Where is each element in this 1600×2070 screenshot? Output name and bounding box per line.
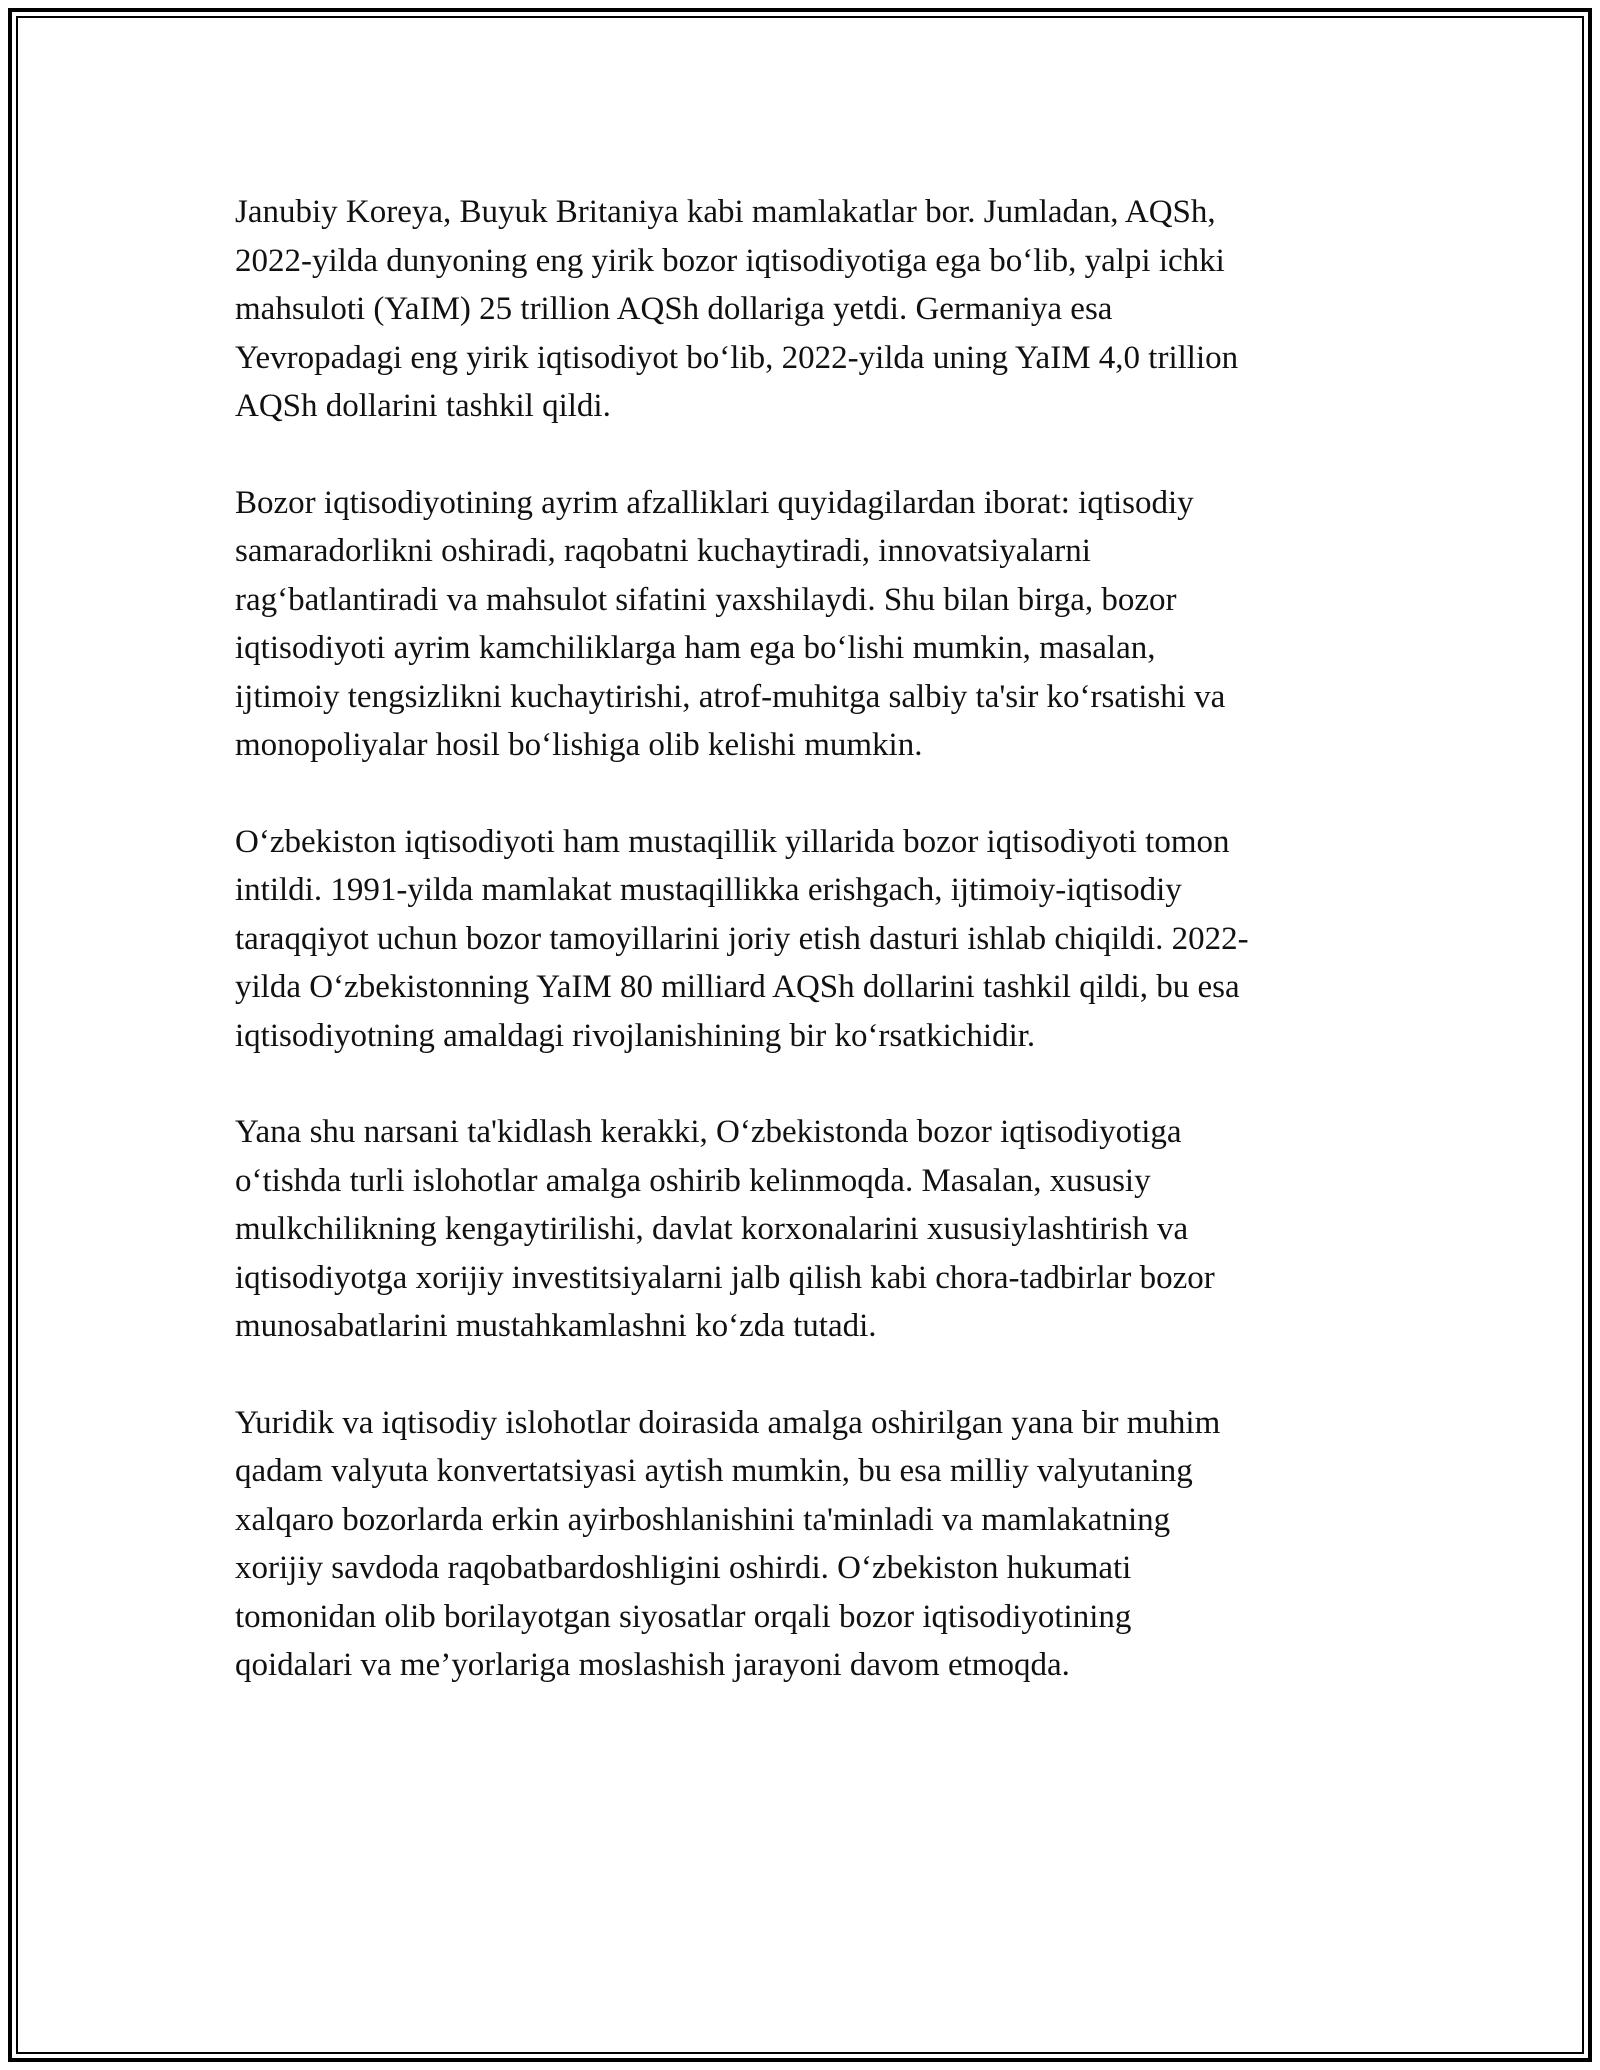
paragraph-4: Yana shu narsani ta'kidlash kerakki, O‘zbekistonda bozor iqtisodiyotiga o‘tishda turli islohotlar amalga oshirib kelinmoqda. Masalan, xususiy mulkchilikning kengaytirilishi, davlat korxonalarini xususiylashtirish va iqtisodiyotga xorijiy investitsiyalarni jalb qilish kabi chora-tadbirlar bozor munosabatlarini mustahkamlashni ko‘zda tutadi. (235, 1114, 1215, 1344)
paragraph-2: Bozor iqtisodiyotining ayrim afzalliklari quyidagilardan iborat: iqtisodiy samaradorlikni oshiradi, raqobatni kuchaytiradi, innovatsiyalarni rag‘batlantiradi va mahsulot sifatini yaxshilaydi. Shu bilan birga, bozor iqtisodiyoti ayrim kamchiliklarga ham ega bo‘lishi mumkin, masalan, ijtimoiy tengsizlikni kuchaytirishi, atrof-muhitga salbiy ta'sir ko‘rsatishi va monopoliyalar hosil bo‘lishiga olib kelishi mumkin. (235, 484, 1226, 763)
paragraph-3: O‘zbekiston iqtisodiyoti ham mustaqillik yillarida bozor iqtisodiyoti tomon intildi. 1991-yilda mamlakat mustaqillikka erishgach, ijtimoiy-iqtisodiy taraqqiyot uchun bozor tamoyillarini joriy etish dasturi ishlab chiqildi. 2022- yilda O‘zbekistonning YaIM 80 milliard AQSh dollarini tashkil qildi, bu esa iqtisodiyotning amaldagi rivojlanishining bir ko‘rsatkichidir. (235, 823, 1249, 1054)
paragraph-5: Yuridik va iqtisodiy islohotlar doirasida amalga oshirilgan yana bir muhim qadam valyuta konvertatsiyasi aytish mumkin, bu esa milliy valyutaning xalqaro bozorlarda erkin ayirboshlanishini ta'minladi va mamlakatning xorijiy savdoda raqobatbardoshligini oshirdi. O‘zbekiston hukumati tomonidan olib borilayotgan siyosatlar orqali bozor iqtisodiyotining qoidalari va me’yorlariga moslashish jarayoni davom etmoqda. (235, 1404, 1221, 1683)
document-body (235, 188, 1365, 1738)
paragraph-1: Janubiy Koreya, Buyuk Britaniya kabi mamlakatlar bor. Jumladan, AQSh, 2022-yilda dunyoning eng yirik bozor iqtisodiyotiga ega bo‘lib, yalpi ichki mahsuloti (YaIM) 25 trillion AQSh dollariga yetdi. Germaniya esa Yevropadagi eng yirik iqtisodiyot bo‘lib, 2022-yilda uning YaIM 4,0 trillion AQSh dollarini tashkil qildi. (235, 194, 1239, 424)
